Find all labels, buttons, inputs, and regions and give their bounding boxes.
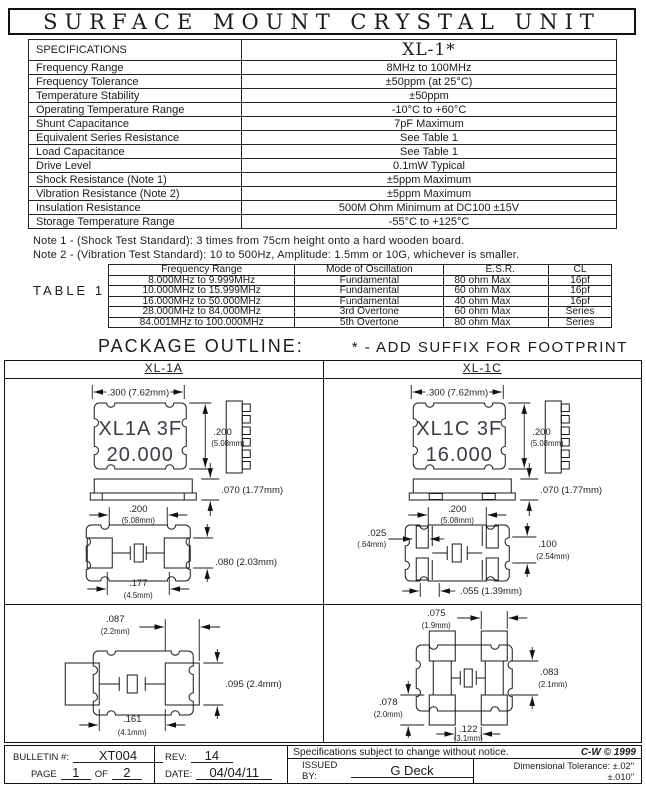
spec-label: Drive Level bbox=[29, 159, 242, 173]
xl1a-footprint-pattern bbox=[65, 651, 199, 715]
title-block-footer bbox=[4, 745, 642, 784]
table1-cell: 60 ohm Max bbox=[444, 307, 549, 318]
svg-text:.161: .161 bbox=[123, 714, 142, 725]
svg-text:.055 (1.39mm): .055 (1.39mm) bbox=[459, 586, 522, 597]
xl1c-fp-dim-gap bbox=[436, 724, 500, 742]
spec-value: 8MHz to 100MHz bbox=[242, 61, 617, 75]
svg-text:.083: .083 bbox=[539, 667, 559, 678]
table1-cell: Fundamental bbox=[295, 275, 444, 286]
svg-text:.075: .075 bbox=[426, 608, 445, 619]
xl1a-side-view bbox=[90, 479, 196, 500]
xl1a-fp-dim-pad-height bbox=[203, 649, 282, 719]
of-label: OF bbox=[94, 768, 108, 780]
table1-cell: 80 ohm Max bbox=[444, 275, 549, 286]
spec-value: ±5ppm Maximum bbox=[242, 187, 617, 201]
xl1a-dim-pad-height bbox=[193, 524, 277, 582]
footer-rev-date bbox=[155, 746, 288, 783]
xl1c-marking-line2: 16.000 bbox=[425, 444, 493, 466]
package-views-row bbox=[5, 379, 641, 604]
svg-text:(5.08mm): (5.08mm) bbox=[121, 516, 155, 525]
drawing-area bbox=[4, 360, 642, 743]
spec-label: Storage Temperature Range bbox=[29, 215, 242, 229]
table1-row bbox=[109, 307, 612, 318]
svg-text:.122: .122 bbox=[458, 724, 477, 735]
table1-cell: 16.000MHz to 50.000MHz bbox=[109, 296, 295, 307]
xl1c-top-view bbox=[413, 403, 505, 469]
footer-bulletin-page bbox=[5, 746, 155, 783]
spec-label: Vibration Resistance (Note 2) bbox=[29, 187, 242, 201]
variant-label-xl1a: XL-1A bbox=[5, 361, 324, 378]
svg-text:(2.54mm): (2.54mm) bbox=[535, 552, 570, 561]
spec-value: See Table 1 bbox=[242, 131, 617, 145]
table1-header-cell: E.S.R. bbox=[444, 265, 549, 276]
spec-label: Insulation Resistance bbox=[29, 201, 242, 215]
svg-text:.177: .177 bbox=[129, 578, 148, 589]
xl1a-top-view bbox=[94, 403, 186, 469]
table1-label: TABLE 1 bbox=[33, 283, 106, 298]
table1-cell: 10.000MHz to 15.999MHz bbox=[109, 286, 295, 297]
spec-value: ±50ppm (at 25°C) bbox=[242, 75, 617, 89]
xl1a-marking-line2: 20.000 bbox=[106, 444, 174, 466]
xl1c-dim-body-width bbox=[411, 385, 503, 399]
spec-label: Shock Resistance (Note 1) bbox=[29, 173, 242, 187]
spec-header-row bbox=[29, 40, 617, 61]
table1-cell: 60 ohm Max bbox=[444, 286, 549, 297]
xl1c-footprint-cell bbox=[324, 605, 642, 742]
svg-text:.300 (7.62mm): .300 (7.62mm) bbox=[425, 387, 488, 399]
table1-row bbox=[109, 286, 612, 297]
table1-cell: 5th Overtone bbox=[295, 317, 444, 328]
tolerance-line-1: Dimensional Tolerance: ±.02" bbox=[513, 761, 634, 771]
page-title: SURFACE MOUNT CRYSTAL UNIT bbox=[43, 9, 601, 34]
xl1a-footprint-view bbox=[5, 605, 323, 742]
xl1c-marking-line1: XL1C 3F bbox=[415, 418, 502, 440]
table1 bbox=[108, 264, 612, 328]
spec-value: -10°C to +60°C bbox=[242, 103, 617, 117]
svg-text:(.64mm): (.64mm) bbox=[356, 540, 386, 549]
date-value: 04/04/11 bbox=[196, 766, 272, 780]
spec-row bbox=[29, 103, 617, 117]
spec-value: -55°C to +125°C bbox=[242, 215, 617, 229]
table1-cell: Series bbox=[549, 317, 612, 328]
dimensional-tolerance bbox=[473, 759, 641, 783]
spec-row bbox=[29, 131, 617, 145]
rev-value: 14 bbox=[191, 749, 233, 763]
xl1c-footprint-view bbox=[324, 605, 642, 742]
xl1c-side-view bbox=[409, 479, 515, 500]
package-outline-heading bbox=[98, 336, 628, 357]
xl1c-dim-pad-offset bbox=[402, 583, 522, 597]
spec-row bbox=[29, 215, 617, 229]
spec-value: 7pF Maximum bbox=[242, 117, 617, 131]
svg-text:.080 (2.03mm): .080 (2.03mm) bbox=[215, 557, 278, 568]
svg-text:(5.08mm): (5.08mm) bbox=[440, 516, 474, 525]
table1-cell: 16pf bbox=[549, 286, 612, 297]
spec-label: Shunt Capacitance bbox=[29, 117, 242, 131]
page-label: PAGE bbox=[31, 768, 57, 780]
table1-cell: 28.000MHz to 84.000MHz bbox=[109, 307, 295, 318]
xl1c-footprint-pattern bbox=[416, 631, 512, 725]
table1-cell: 16pf bbox=[549, 275, 612, 286]
bulletin-value: XT004 bbox=[73, 749, 163, 763]
spec-row bbox=[29, 75, 617, 89]
svg-text:.200: .200 bbox=[531, 427, 551, 438]
table1-row bbox=[109, 296, 612, 307]
svg-text:(4.5mm): (4.5mm) bbox=[123, 591, 153, 600]
spec-row bbox=[29, 187, 617, 201]
issued-tolerance-row bbox=[288, 759, 641, 783]
suffix-note: * - ADD SUFFIX FOR FOOTPRINT bbox=[351, 339, 628, 356]
spec-row bbox=[29, 201, 617, 215]
date-line bbox=[165, 766, 287, 780]
table1-header-cell: Mode of Oscillation bbox=[295, 265, 444, 276]
page-total: 2 bbox=[112, 766, 142, 780]
svg-text:.078: .078 bbox=[378, 697, 397, 708]
svg-text:(2.0mm): (2.0mm) bbox=[373, 710, 403, 719]
date-label: DATE: bbox=[165, 768, 193, 780]
xl1c-fp-dim-pad-height2 bbox=[373, 681, 424, 738]
issued-by-value: G Deck bbox=[351, 764, 473, 778]
svg-text:(1.9mm): (1.9mm) bbox=[421, 621, 451, 630]
svg-text:(2.2mm): (2.2mm) bbox=[100, 627, 130, 636]
spec-row bbox=[29, 61, 617, 75]
table1-cell: 8.000MHz to 9.999MHz bbox=[109, 275, 295, 286]
spec-header-value: XL-1* bbox=[242, 40, 617, 61]
table1-header-cell: CL bbox=[549, 265, 612, 276]
spec-label: Frequency Tolerance bbox=[29, 75, 242, 89]
xl1a-footprint-cell bbox=[5, 605, 324, 742]
svg-text:.200: .200 bbox=[129, 504, 148, 515]
svg-text:(2.1mm): (2.1mm) bbox=[537, 680, 567, 689]
xl1a-dim-body-height bbox=[189, 403, 245, 469]
issued-by-label: ISSUED BY: bbox=[302, 760, 338, 782]
spec-row bbox=[29, 89, 617, 103]
specifications-table bbox=[28, 39, 617, 229]
bulletin-label: BULLETIN #: bbox=[13, 751, 69, 763]
xl1c-dim-body-height bbox=[508, 403, 564, 469]
spec-label: Temperature Stability bbox=[29, 89, 242, 103]
spec-value: 0.1mW Typical bbox=[242, 159, 617, 173]
xl1c-package-cell bbox=[324, 379, 642, 604]
xl1a-marking-line1: XL1A 3F bbox=[98, 418, 183, 440]
xl1a-package-views bbox=[5, 379, 323, 604]
issued-by bbox=[288, 759, 473, 783]
spec-label: Load Capacitance bbox=[29, 145, 242, 159]
spec-value: See Table 1 bbox=[242, 145, 617, 159]
table1-cell: 3rd Overtone bbox=[295, 307, 444, 318]
spec-row bbox=[29, 145, 617, 159]
variant-label-row bbox=[5, 361, 641, 379]
spec-label: Operating Temperature Range bbox=[29, 103, 242, 117]
tolerance-line-2: ±.010" bbox=[607, 772, 634, 782]
notes bbox=[33, 235, 519, 262]
svg-text:.095 (2.4mm): .095 (2.4mm) bbox=[225, 679, 282, 690]
package-outline-title: PACKAGE OUTLINE: bbox=[98, 336, 304, 356]
svg-text:.300 (7.62mm): .300 (7.62mm) bbox=[107, 387, 170, 399]
page-value: 1 bbox=[61, 766, 91, 780]
spec-header-label: SPECIFICATIONS bbox=[29, 40, 242, 61]
table1-cell: 80 ohm Max bbox=[444, 317, 549, 328]
svg-text:.070 (1.77mm): .070 (1.77mm) bbox=[221, 485, 284, 496]
svg-text:(5.08mm): (5.08mm) bbox=[211, 439, 245, 448]
spec-label: Equivalent Series Resistance bbox=[29, 131, 242, 145]
svg-text:.200: .200 bbox=[447, 504, 466, 515]
table1-cell: 84.001MHz to 100.000MHz bbox=[109, 317, 295, 328]
footprint-views-row bbox=[5, 604, 641, 742]
copyright: C-W © 1999 bbox=[580, 746, 636, 758]
notice-row bbox=[288, 746, 641, 759]
xl1c-dim-pad-height bbox=[512, 523, 570, 577]
xl1a-bottom-view bbox=[86, 525, 190, 581]
table1-cell: Fundamental bbox=[295, 296, 444, 307]
table1-row bbox=[109, 275, 612, 286]
svg-text:.100: .100 bbox=[537, 539, 557, 550]
xl1c-bottom-view bbox=[405, 525, 509, 581]
footer-notice-block bbox=[288, 746, 641, 783]
spec-value: ±50ppm bbox=[242, 89, 617, 103]
spec-row bbox=[29, 173, 617, 187]
svg-text:(5.08mm): (5.08mm) bbox=[529, 439, 564, 448]
note-line-2: Note 2 - (Vibration Test Standard): 10 to 500Hz, Amplitude: 1.5mm or 10G, whichever is smaller. bbox=[33, 248, 520, 261]
bulletin-line bbox=[13, 749, 154, 763]
table1-header-row bbox=[109, 265, 612, 276]
xl1c-package-views bbox=[324, 379, 642, 604]
rev-line bbox=[165, 749, 287, 763]
table1-cell: Fundamental bbox=[295, 286, 444, 297]
xl1c-fp-dim-pad-gap-v bbox=[510, 647, 567, 709]
svg-text:(3.1mm): (3.1mm) bbox=[453, 734, 483, 742]
page-line bbox=[13, 766, 154, 780]
svg-text:(4.1mm): (4.1mm) bbox=[117, 728, 147, 737]
note-line-1: Note 1 - (Shock Test Standard): 3 times from 75cm height onto a hard wooden board. bbox=[33, 235, 465, 247]
spec-row bbox=[29, 159, 617, 173]
table1-header-cell: Frequency Range bbox=[109, 265, 295, 276]
spec-row bbox=[29, 117, 617, 131]
rev-label: REV: bbox=[165, 751, 187, 763]
change-notice: Specifications subject to change without notice. bbox=[293, 746, 509, 758]
spec-label: Frequency Range bbox=[29, 61, 242, 75]
xl1a-dim-body-width bbox=[92, 385, 184, 399]
svg-text:.025: .025 bbox=[367, 528, 386, 539]
table1-cell: Series bbox=[549, 307, 612, 318]
table1-cell: 40 ohm Max bbox=[444, 296, 549, 307]
svg-text:.200: .200 bbox=[213, 427, 232, 438]
svg-text:.087: .087 bbox=[106, 614, 125, 625]
title-box bbox=[8, 8, 636, 35]
svg-text:.070 (1.77mm): .070 (1.77mm) bbox=[539, 485, 602, 496]
variant-label-xl1c: XL-1C bbox=[462, 361, 502, 375]
table1-cell: 16pf bbox=[549, 296, 612, 307]
table1-row bbox=[109, 317, 612, 328]
xl1c-fp-dim-pad-width bbox=[421, 608, 527, 630]
spec-value: ±5ppm Maximum bbox=[242, 173, 617, 187]
spec-value: 500M Ohm Minimum at DC100 ±15V bbox=[242, 201, 617, 215]
xl1a-package-cell bbox=[5, 379, 324, 604]
